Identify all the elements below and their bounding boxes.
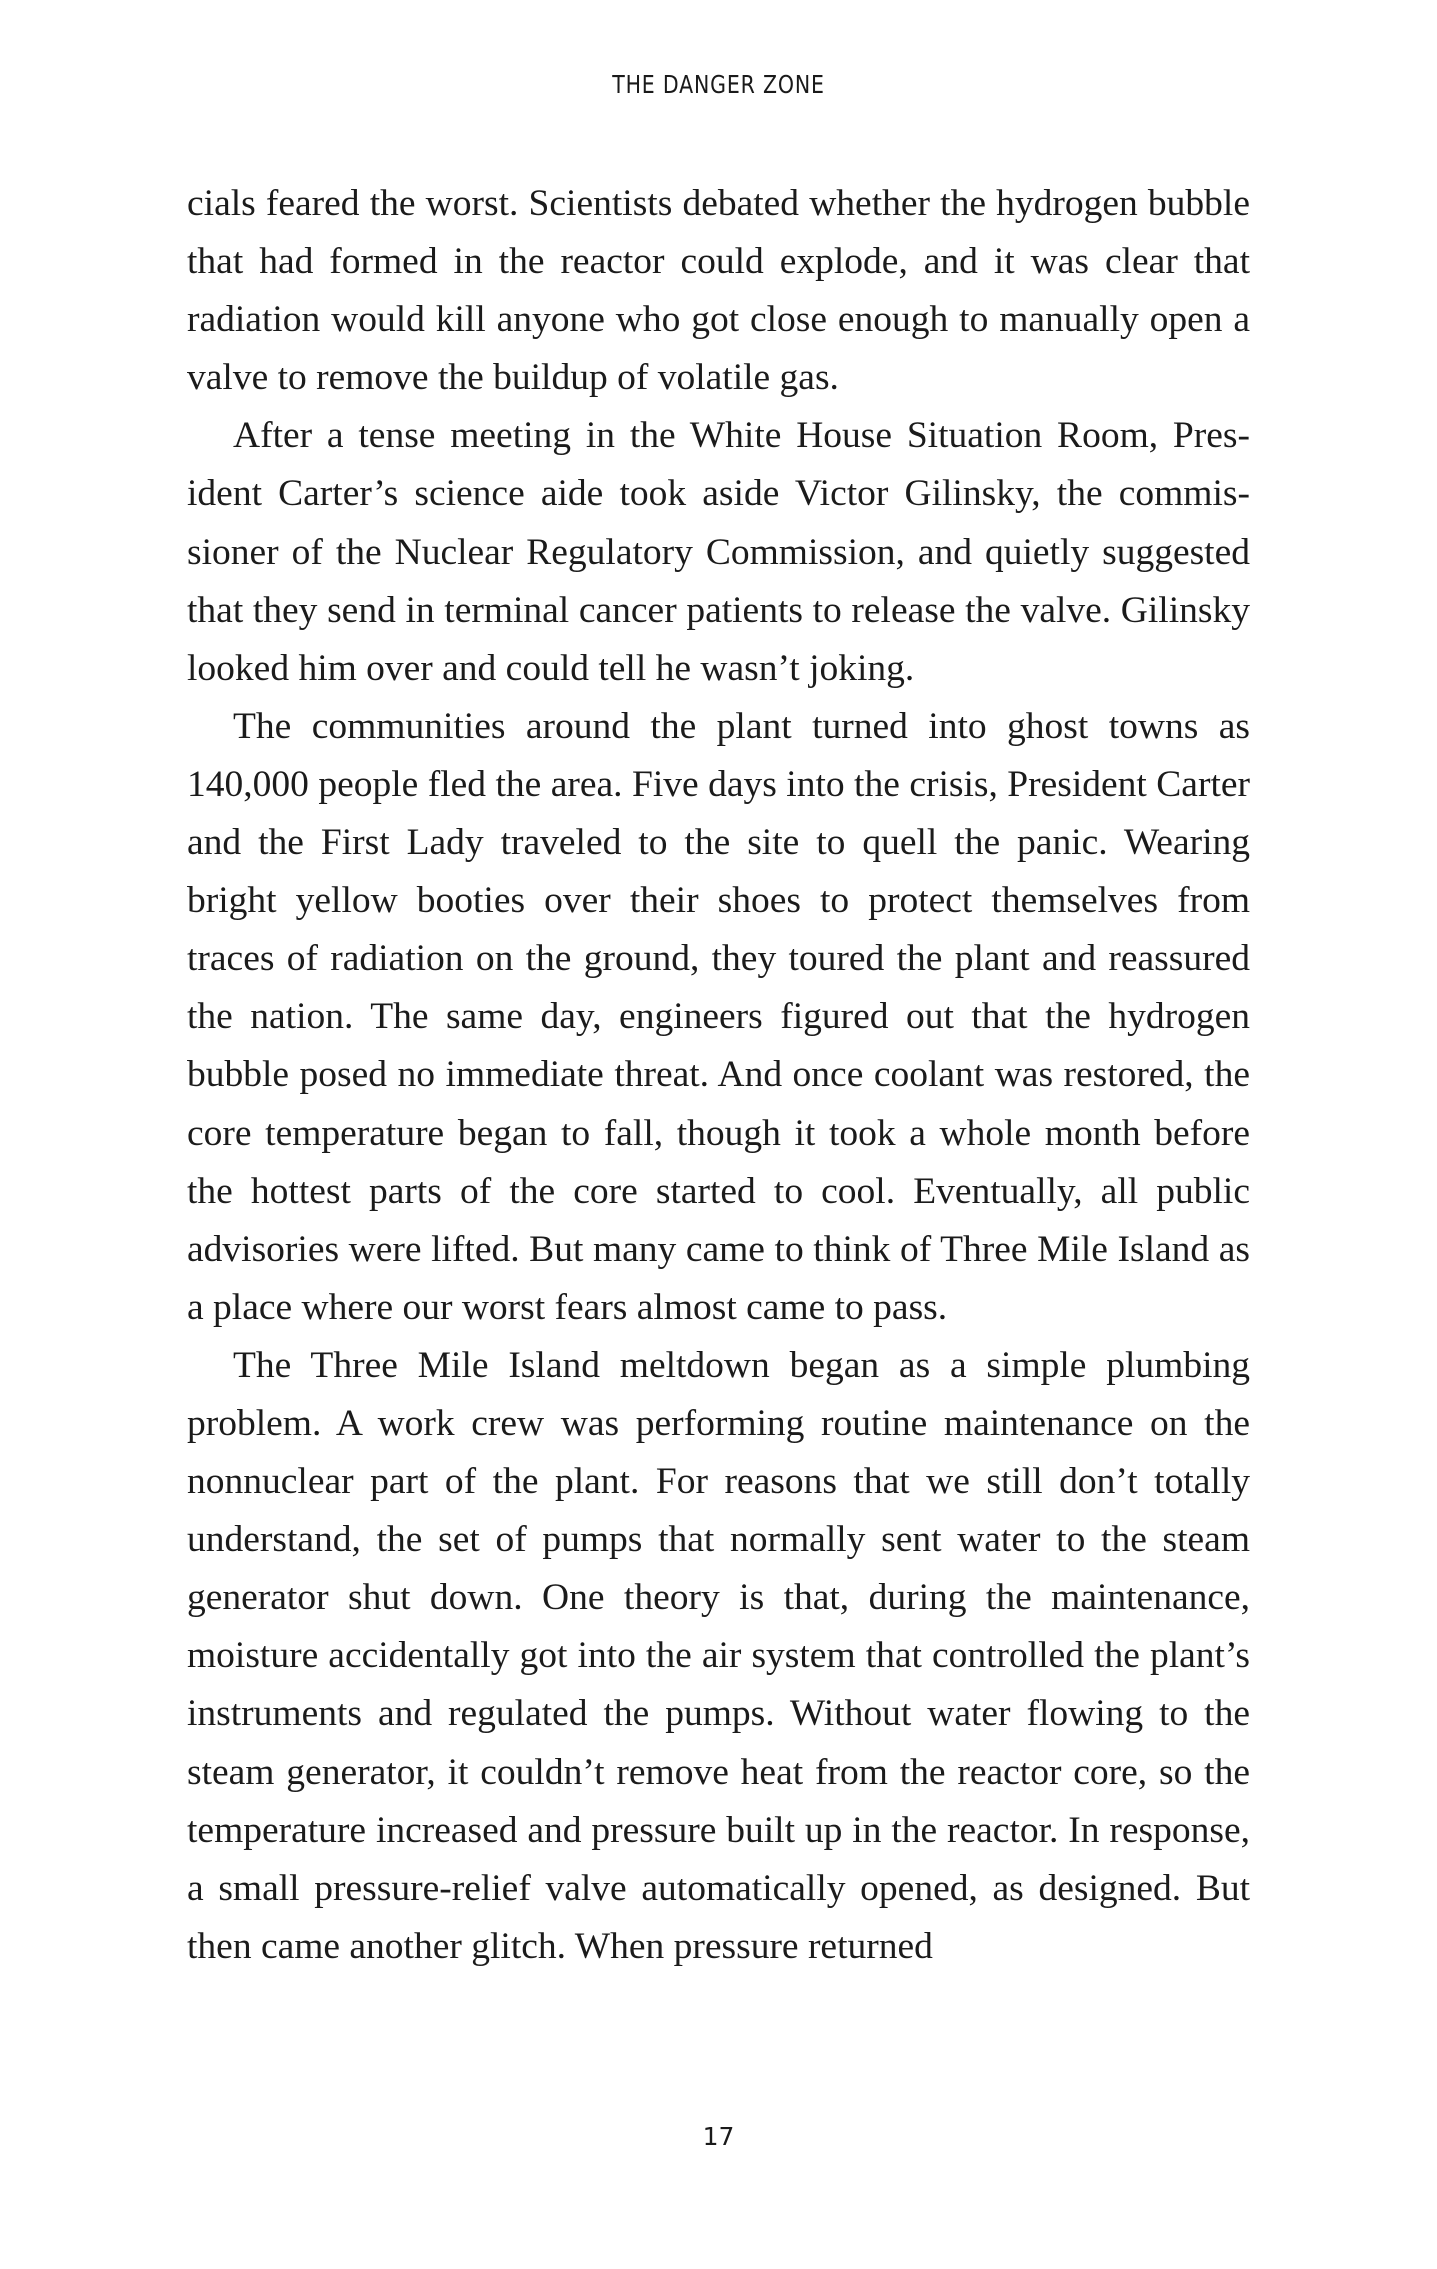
paragraph-1: cials feared the worst. Scientists debated whether the hydrogen bubble that had formed in the reactor could explode, and it was clear that radiation would kill anyone who got close enough to manually open a valve to remove the buildup of volatile gas. — [187, 183, 1250, 399]
page-number: 17 — [702, 2122, 735, 2151]
running-head: THE DANGER ZONE — [612, 70, 825, 99]
paragraph-4: The Three Mile Island meltdown began as a simple plumbing problem. A work crew was performing routine maintenance on the nonnuclear part of the plant. For reasons that we still don’t totally understand, the set of pumps that normally sent water to the steam generator shut down. One theory is that, during the maintenance, moisture accidentally got into the air system that controlled the plant’s instruments and regulated the pumps. Without water flowing to the steam generator, it couldn’t remove heat from the reactor core, so the temperature increased and pressure built up in the reactor. In response, a small pressure-relief valve automatically opened, as designed. But then came another glitch. When pressure returned — [187, 1344, 1250, 1967]
paragraph-3: The communities around the plant turned into ghost towns as 140,000 people fled the area. Five days into the crisis, President Carter and the First Lady traveled to the site to quell the panic. Wearing bright yellow booties over their shoes to protect themselves from traces of radiation on the ground, they toured the plant and reassured the nation. The same day, engineers figured out that the hydrogen bubble posed no immediate threat. And once coolant was restored, the core temperature began to fall, though it took a whole month before the hottest parts of the core started to cool. Eventually, all public advisories were lifted. But many came to think of Three Mile Island as a place where our worst fears almost came to pass. — [187, 705, 1250, 1328]
body-text — [187, 175, 1250, 1976]
paragraph-2: After a tense meeting in the White House Situation Room, President Carter’s science aide took aside Victor Gilinsky, the commissioner of the Nuclear Regulatory Commission, and quietly suggested that they send in terminal cancer patients to release the valve. Gilinsky looked him over and could tell he wasn’t joking. — [187, 415, 1250, 689]
